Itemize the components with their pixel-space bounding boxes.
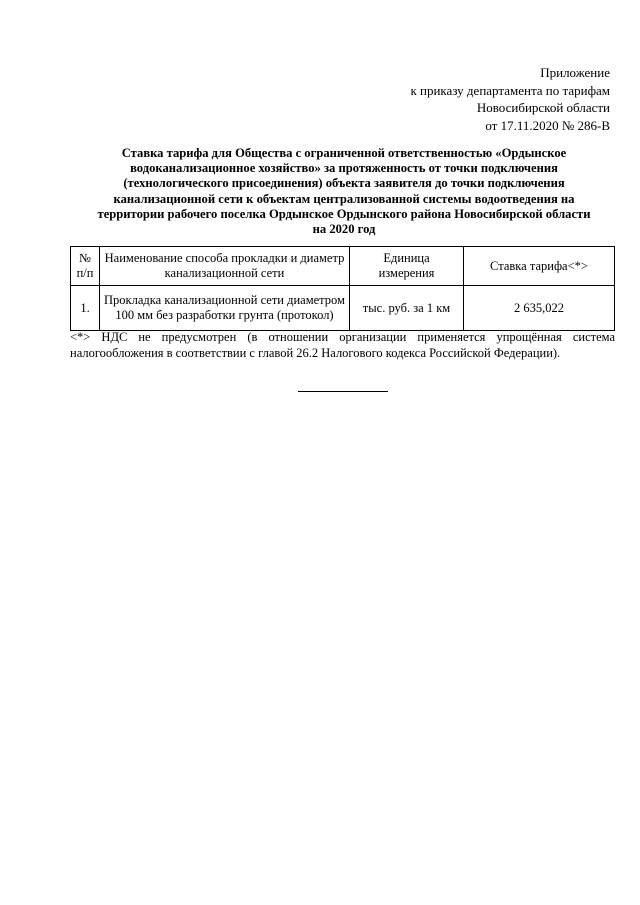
cell-number: 1. (71, 286, 100, 331)
title-line: водоканализационное хозяйство» за протяженность от точки подключения (130, 161, 558, 176)
title-line: Ставка тарифа для Общества с ограниченной ответственностью «Ордынское (121, 146, 567, 160)
title-line: территории рабочего поселка Ордынское Ордынского района Новосибирской области (97, 206, 591, 221)
table-row (71, 286, 615, 331)
closing-divider-line (298, 391, 388, 392)
cell-rate: 2 635,022 (464, 286, 615, 331)
header-unit: Единица измерения (350, 247, 464, 286)
cell-unit: тыс. руб. за 1 км (350, 286, 464, 331)
appendix-line: Новосибирской области (476, 100, 610, 115)
cell-name: Прокладка канализационной сети диаметром 100 мм без разработки грунта (протокол) (100, 286, 350, 331)
appendix-header (410, 64, 610, 134)
title-line: канализационной сети к объектам централизованной системы водоотведения на (113, 191, 575, 206)
title-line: (технологического присоединения) объекта заявителя до точки подключения (123, 176, 565, 191)
header-number-symbol: № (79, 251, 91, 265)
document-title (70, 146, 618, 237)
appendix-line: к приказу департамента по тарифам (410, 82, 610, 98)
table-header-row (71, 247, 615, 286)
appendix-date-line: от 17.11.2020 № 286-В (485, 117, 610, 133)
tariff-table (70, 246, 615, 331)
appendix-line: Приложение (540, 65, 610, 80)
header-number (71, 247, 100, 286)
header-number-abbrev: п/п (76, 266, 94, 280)
title-line: на 2020 год (312, 222, 376, 237)
header-name: Наименование способа прокладки и диаметр канализационной сети (100, 247, 350, 286)
header-rate: Ставка тарифа<*> (464, 247, 615, 286)
footnote: <*> НДС не предусмотрен (в отношении организации применяется упрощённая система налогообложения в соответствии с главой 26.2 Налогового кодекса Российской Федерации). (70, 330, 615, 360)
